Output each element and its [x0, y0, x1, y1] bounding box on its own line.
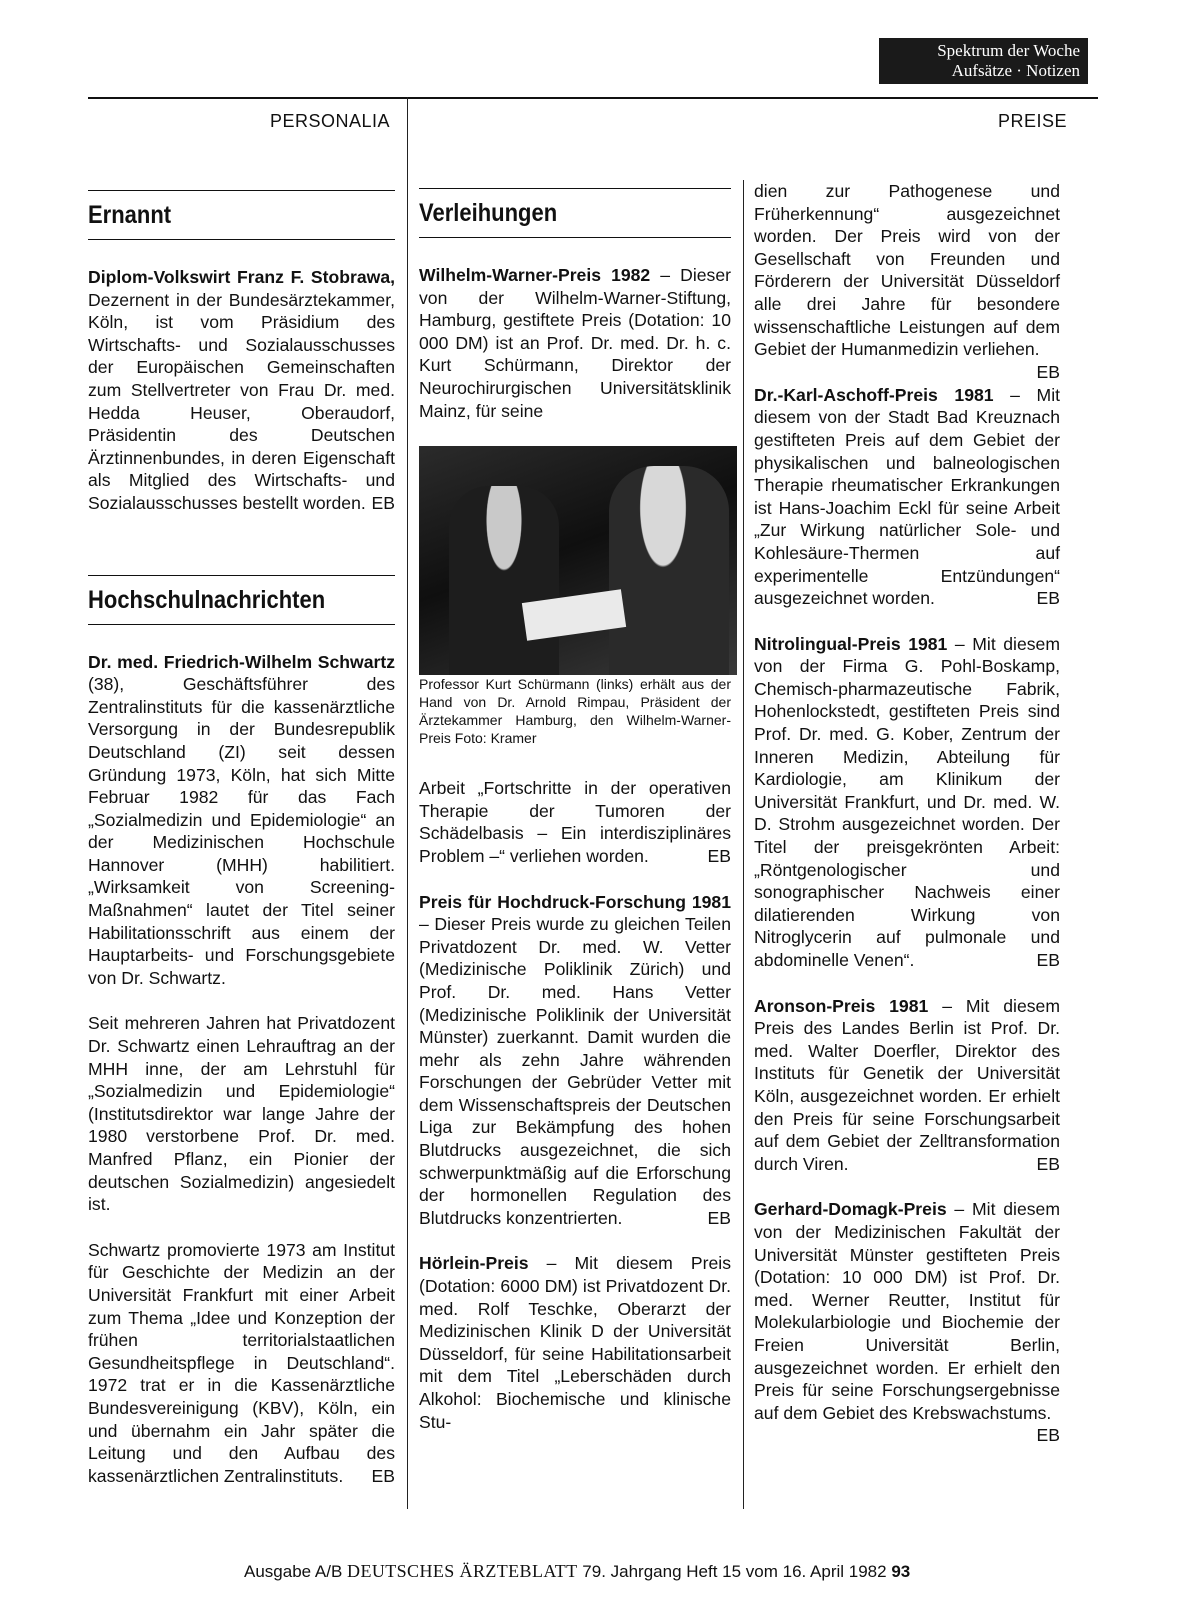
footer-page-number: 93	[891, 1562, 911, 1581]
heading-ernannt-block	[88, 190, 395, 240]
paragraph-aschoff-preis: Dr.-Karl-Aschoff-Preis 1981 – Mit diesem von der Stadt Bad Kreuznach gestifteten Preis auf dem Gebiet der physikalischen und balneologischen Therapie rheumatischer Erkrankungen ist Hans-Joachim Eckl für seine Arbeit „Zur Wirkung natürlicher Sole- und Kohlesäure-Thermen auf experimentelle Entzündungen“ ausgezeichnet worden. EB	[754, 384, 1060, 609]
footer-journal: DEUTSCHES ÄRZTEBLATT	[347, 1561, 578, 1581]
right-column	[754, 180, 1060, 1447]
paragraph-domagk-preis: Gerhard-Domagk-Preis – Mit diesem von der Medizinischen Fakultät der Universität Münster gestifteten Preis (Dotation: 10 000 DM) ist Prof. Dr. med. Werner Reutter, Institut für Molekularbiologie und Biochemie der Freien Universität Berlin, ausgezeichnet worden. Er erhielt den Preis für seine Forschungsergebnisse auf dem Gebiet des Krebswachstums. EB	[754, 1199, 1060, 1446]
photo-person-right	[609, 466, 729, 675]
paragraph-hoerlein-cont: dien zur Pathogenese und Früherkennung“ ausgezeichnet worden. Der Preis wird von der Gesellschaft von Freunden und Förderern der Universität Düsseldorf alle drei Jahre für besondere wissenschaftliche Leistungen auf dem Gebiet der Humanmedizin verliehen. EB	[754, 181, 1060, 382]
badge-line-2: Aufsätze · Notizen	[951, 61, 1080, 80]
section-label-personalia: PERSONALIA	[270, 111, 391, 131]
column-divider-left	[407, 97, 408, 1509]
column-divider-right	[743, 180, 744, 1509]
paragraph-warner-cont: Arbeit „Fortschritte in der operativen Therapie der Tumoren der Schädelbasis – Ein interdisziplinäres Problem –“ verliehen worden. EB	[419, 778, 731, 866]
footer-issue: 79. Jahrgang Heft 15 vom 16. April 1982	[582, 1562, 887, 1581]
left-column	[88, 190, 395, 1487]
award-photo	[419, 446, 737, 675]
top-rule	[88, 97, 1098, 99]
heading-ernannt: Ernannt	[88, 201, 172, 229]
paragraph-hoerlein-preis: Hörlein-Preis – Mit diesem Preis (Dotation: 6000 DM) ist Privatdozent Dr. med. Rolf Teschke, Oberarzt der Medizinischen Klinik D der Universität Düsseldorf, für seine Habilitationsarbeit mit dem Titel „Leberschäden durch Alkohol: Biochemische und klinische Stu-	[419, 1253, 731, 1432]
badge-line-1: Spektrum der Woche	[937, 41, 1080, 60]
section-label-preise: PREISE	[998, 111, 1068, 131]
heading-verleihungen-block	[419, 188, 731, 238]
photo-caption: Professor Kurt Schürmann (links) erhält aus der Hand von Dr. Arnold Rimpau, Präsident der Ärztekammer Hamburg, den Wilhelm-Warner-Preis Foto: Kramer	[419, 676, 731, 747]
page-footer	[244, 1561, 1074, 1582]
paragraph-warner-preis: Wilhelm-Warner-Preis 1982 – Dieser von der Wilhelm-Warner-Stiftung, Hamburg, gestiftete Preis (Dotation: 10 000 DM) ist an Prof. Dr. med. Dr. h. c. Kurt Schürmann, Direktor der Neurochirurgischen Universitätsklinik Mainz, für seine	[419, 265, 731, 421]
paragraph-schwartz: Dr. med. Friedrich-Wilhelm Schwartz (38), Geschäftsführer des Zentralinstituts für die kassenärztliche Versorgung in der Bundesrepublik Deutschland (ZI) seit dessen Gründung 1973, Köln, hat sich Mitte Februar 1982 für das Fach „Sozialmedizin und Epidemiologie“ an der Medizinischen Hochschule Hannover (MHH) habilitiert. „Wirksamkeit von Screening-Maßnahmen“ lautet der Titel seiner Habilitationsschrift aus einem der Hauptarbeits- und Forschungsgebiete von Dr. Schwartz.	[88, 651, 395, 988]
paragraph-lehrauftrag: Seit mehreren Jahren hat Privatdozent Dr. Schwartz einen Lehrauftrag an der MHH inne, der am Lehrstuhl für „Sozialmedizin und Epidemiologie“ (Institutsdirektor war lange Jahre der 1980 verstorbene Prof. Dr. med. Manfred Pflanz, ein Pionier der deutschen Sozialmedizin) angesiedelt ist.	[88, 1013, 395, 1215]
paragraph-nitrolingual-preis: Nitrolingual-Preis 1981 – Mit diesem von der Firma G. Pohl-Boskamp, Chemisch-pharmazeutische Fabrik, Hohenlockstedt, gestifteten Preis sind Prof. Dr. med. G. Kober, Zentrum der Inneren Medizin, Abteilung für Kardiologie, am Klinikum der Universität Frankfurt, und Dr. med. W. D. Strohm ausgezeichnet worden. Der Titel der preisgekrönten Arbeit: „Röntgenologischer und sonographischer Nachweis einer dilatierenden Wirkung von Nitroglycerin auf pulmonale und abdominelle Venen“. EB	[754, 633, 1060, 970]
paragraph-stobrawa: Diplom-Volkswirt Franz F. Stobrawa, Dezernent in der Bundesärztekammer, Köln, ist vom Präsidium des Wirtschafts- und Sozialausschusses der Europäischen Gemeinschaften zum Stellvertreter von Frau Dr. med. Hedda Heuser, Oberaudorf, Präsidentin des Deutschen Ärztinnenbundes, in deren Eigenschaft als Mitglied des Wirtschafts- und Sozialausschusses bestellt worden. EB	[88, 267, 395, 513]
heading-hochschul-block	[88, 575, 395, 625]
paragraph-aronson-preis: Aronson-Preis 1981 – Mit diesem Preis des Landes Berlin ist Prof. Dr. med. Walter Doerfler, Direktor des Instituts für Genetik der Universität Köln, ausgezeichnet worden. Er erhielt den Preis für seine Forschungsarbeit auf dem Gebiet der Zelltransformation durch Viren. EB	[754, 995, 1060, 1174]
photo-person-left	[449, 486, 559, 675]
middle-column	[419, 188, 731, 1433]
heading-verleihungen: Verleihungen	[419, 199, 558, 227]
section-badge	[879, 38, 1088, 84]
heading-hochschulnachrichten: Hochschulnachrichten	[88, 585, 326, 614]
paragraph-hochdruck-preis: Preis für Hochdruck-Forschung 1981 – Dieser Preis wurde zu gleichen Teilen Privatdozent Dr. med. W. Vetter (Medizinische Poliklinik Zürich) und Prof. Dr. med. Hans Vetter (Medizinische Poliklinik der Universität Münster) zuerkannt. Damit wurden die mehr als zehn Jahre währenden Forschungen der Gebrüder Vetter mit dem Wissenschaftspreis der Deutschen Liga zur Bekämpfung des hohen Blutdrucks ausgezeichnet, die sich schwerpunktmäßig auf die Erforschung der hormonellen Regulation des Blutdrucks konzentrierten. EB	[419, 891, 731, 1228]
footer-edition: Ausgabe A/B	[244, 1562, 343, 1581]
paragraph-promotion: Schwartz promovierte 1973 am Institut für Geschichte der Medizin an der Universität Frankfurt mit einer Arbeit zum Thema „Idee und Konzeption der frühen territorialstaatlichen Gesundheitspflege in Deutschland“. 1972 trat er in die Kassenärztliche Bundesvereinigung (KBV), Köln, ein und übernahm ein Jahr später die Leitung und den Aufbau des kassenärztlichen Zentralinstituts. EB	[88, 1239, 395, 1486]
